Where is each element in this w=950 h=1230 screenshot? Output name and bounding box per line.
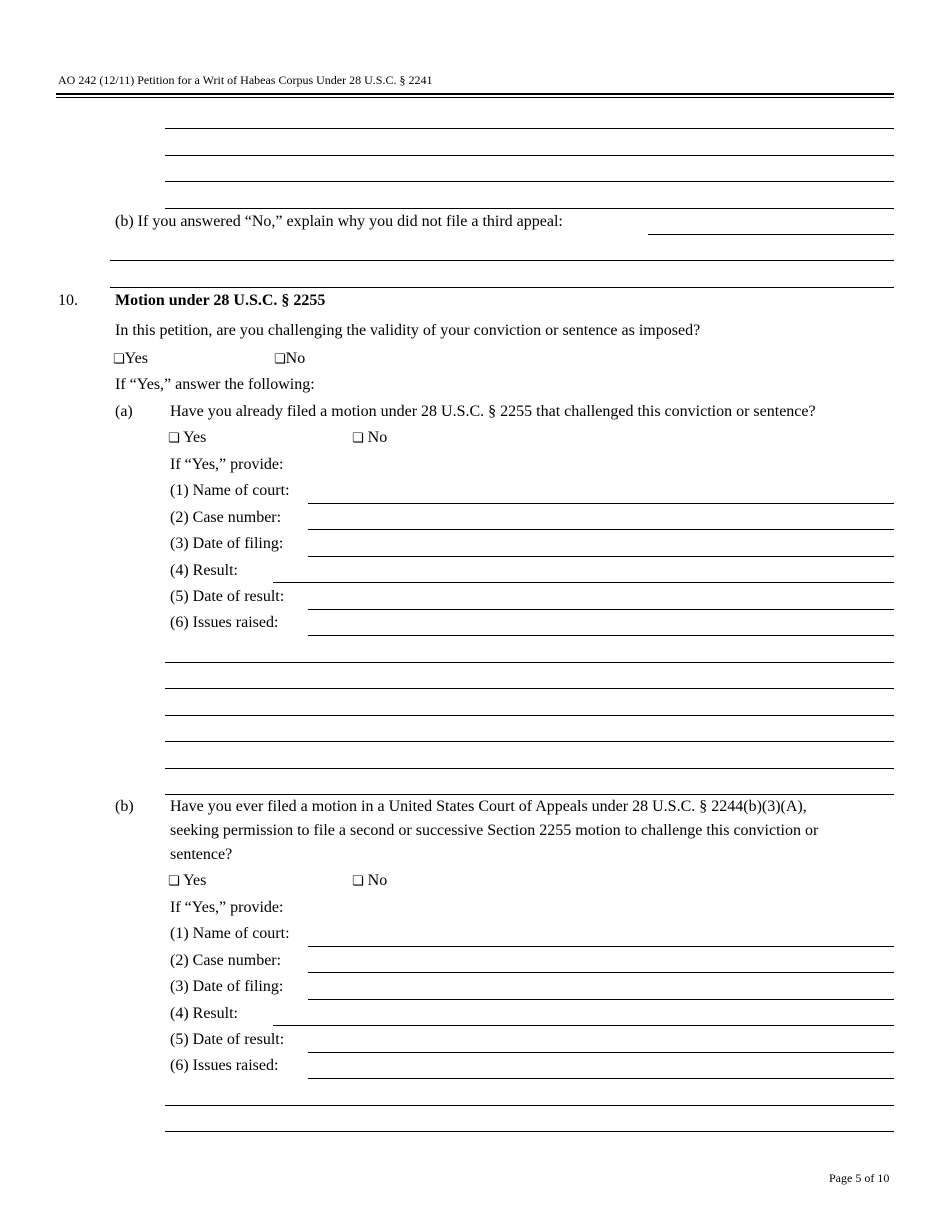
provide-instruction: If “Yes,” provide: (170, 456, 284, 473)
checkbox-icon[interactable]: ❏ (352, 874, 364, 889)
prior-2255-no-option[interactable] (352, 428, 387, 449)
issues-raised-line[interactable] (308, 1078, 894, 1079)
field-label-date-of-result: (5) Date of result: (170, 588, 285, 605)
third-appeal-explain-line[interactable] (110, 287, 894, 288)
validity-no-option[interactable] (274, 349, 305, 370)
validity-question: In this petition, are you challenging the validity of your conviction or sentence as imposed? (115, 322, 701, 339)
date-of-filing-line[interactable] (308, 999, 894, 1000)
issues-raised-line[interactable] (165, 1105, 894, 1106)
field-label-date-of-filing: (3) Date of filing: (170, 978, 284, 995)
name-of-court-line[interactable] (308, 503, 894, 504)
provide-instruction: If “Yes,” provide: (170, 899, 284, 916)
answer-line[interactable] (165, 208, 894, 209)
answer-line[interactable] (165, 128, 894, 129)
checkbox-icon[interactable]: ❏ (274, 352, 286, 367)
successive-motion-question-line3: sentence? (170, 846, 233, 863)
successive-motion-yes-option[interactable] (168, 871, 206, 892)
successive-motion-no-option[interactable] (352, 871, 387, 892)
no-label: No (367, 429, 388, 446)
case-number-line[interactable] (308, 972, 894, 973)
date-of-result-line[interactable] (308, 609, 894, 610)
field-label-name-of-court: (1) Name of court: (170, 482, 290, 499)
field-label-name-of-court: (1) Name of court: (170, 925, 290, 942)
issues-raised-line[interactable] (165, 662, 894, 663)
yes-label: Yes (124, 350, 148, 367)
yes-label: Yes (183, 872, 207, 889)
checkbox-icon[interactable]: ❏ (168, 431, 180, 446)
third-appeal-explain-label: (b) If you answered “No,” explain why you did not file a third appeal: (115, 213, 563, 230)
field-label-case-number: (2) Case number: (170, 952, 282, 969)
third-appeal-explain-line[interactable] (648, 234, 894, 235)
field-label-date-of-result: (5) Date of result: (170, 1031, 285, 1048)
field-label-result: (4) Result: (170, 562, 238, 579)
date-of-result-line[interactable] (308, 1052, 894, 1053)
validity-yes-option[interactable] (113, 349, 148, 370)
if-yes-instruction: If “Yes,” answer the following: (115, 376, 315, 393)
subsection-a-marker: (a) (115, 403, 133, 420)
field-label-result: (4) Result: (170, 1005, 238, 1022)
no-label: No (285, 350, 306, 367)
issues-raised-line[interactable] (165, 688, 894, 689)
checkbox-icon[interactable]: ❏ (352, 431, 364, 446)
case-number-line[interactable] (308, 529, 894, 530)
header-rule-thin (56, 97, 894, 98)
prior-2255-question: Have you already filed a motion under 28 U.S.C. § 2255 that challenged this conviction or sentence? (170, 403, 816, 420)
subsection-b-marker: (b) (115, 798, 134, 815)
header-rule-thick (56, 93, 894, 95)
field-label-issues-raised: (6) Issues raised: (170, 614, 279, 631)
issues-raised-line[interactable] (165, 1131, 894, 1132)
field-label-date-of-filing: (3) Date of filing: (170, 535, 284, 552)
field-label-issues-raised: (6) Issues raised: (170, 1057, 279, 1074)
prior-2255-yes-option[interactable] (168, 428, 206, 449)
issues-raised-line[interactable] (308, 635, 894, 636)
issues-raised-line[interactable] (165, 741, 894, 742)
field-label-case-number: (2) Case number: (170, 509, 282, 526)
issues-raised-line[interactable] (165, 768, 894, 769)
result-line[interactable] (273, 1025, 894, 1026)
page-number: Page 5 of 10 (829, 1171, 890, 1185)
no-label: No (367, 872, 388, 889)
issues-raised-line[interactable] (165, 794, 894, 795)
checkbox-icon[interactable]: ❏ (113, 352, 125, 367)
section-title: Motion under 28 U.S.C. § 2255 (115, 292, 326, 309)
name-of-court-line[interactable] (308, 946, 894, 947)
successive-motion-question-line2: seeking permission to file a second or successive Section 2255 motion to challenge this conviction or (170, 822, 819, 839)
third-appeal-explain-line[interactable] (110, 260, 894, 261)
answer-line[interactable] (165, 155, 894, 156)
form-header-title: AO 242 (12/11) Petition for a Writ of Habeas Corpus Under 28 U.S.C. § 2241 (58, 73, 433, 87)
issues-raised-line[interactable] (165, 715, 894, 716)
checkbox-icon[interactable]: ❏ (168, 874, 180, 889)
section-number: 10. (58, 292, 78, 309)
date-of-filing-line[interactable] (308, 556, 894, 557)
answer-line[interactable] (165, 181, 894, 182)
result-line[interactable] (273, 582, 894, 583)
yes-label: Yes (183, 429, 207, 446)
successive-motion-question-line1: Have you ever filed a motion in a United States Court of Appeals under 28 U.S.C. § 2244(b)(3)(A), (170, 798, 807, 815)
